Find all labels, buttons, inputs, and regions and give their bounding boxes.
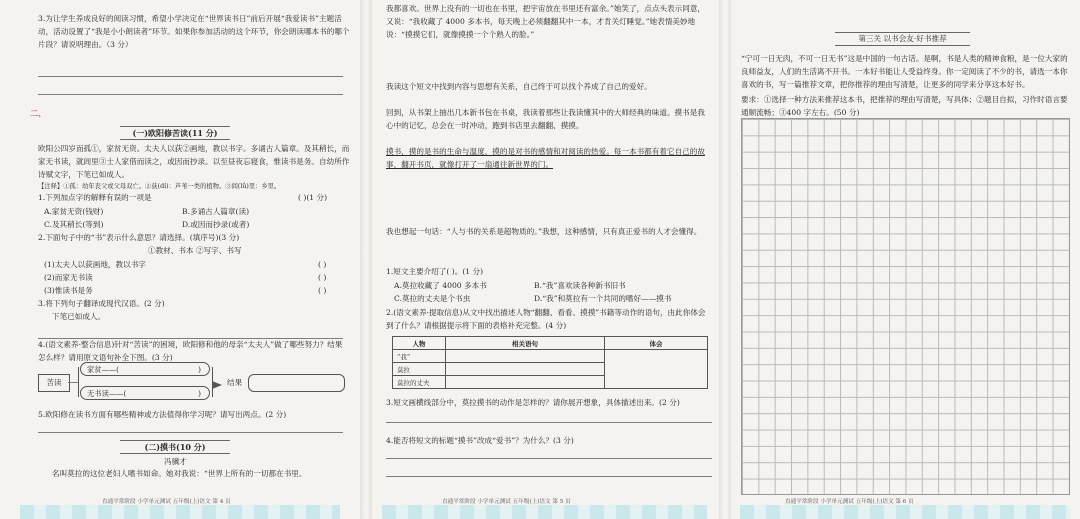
subsection-1-title: (一)欧阳修苦读(11 分) <box>120 126 230 140</box>
question-2: 2.下面句子中的“书”表示什么意思？请选择。(填序号)(3 分) <box>38 233 240 242</box>
diagram-result-label: 结果 <box>227 378 243 387</box>
annotation-notes: 【注释】①孤：幼年丧父或父母双亡。②荻(dí)：芦苇一类的植物。③闾(lǘ)里：乡里。 <box>38 183 281 190</box>
section-three-title: 第三关 以书会友·好书推荐 <box>835 32 970 46</box>
table-header-row <box>393 337 708 350</box>
question-1: 1.下列加点字的解释有误的一项是 <box>38 193 152 202</box>
answer-paren-q1[interactable]: ( )(1 分) <box>298 193 328 202</box>
answer-line[interactable] <box>386 458 712 459</box>
question-2: 2.(语文素养·提取信息)从文中找出描述人物“翻翻、看看、摸摸”书籍等动作的语句，由此你体会到了什么？请根据提示将下面的表格补充完整。(4 分) <box>386 308 706 330</box>
table-cell[interactable] <box>446 350 605 363</box>
page-4 <box>0 0 358 519</box>
answer-line[interactable] <box>38 94 343 95</box>
diagram-top-box[interactable] <box>80 362 210 376</box>
row-label: 莫拉 <box>393 363 446 376</box>
passage-paragraph-2: 我读这个短文中找到内容与思想有关系，自己终于可以找个养成了自己的爱好。 <box>386 82 652 91</box>
answer-line[interactable] <box>386 422 712 423</box>
table-cell[interactable] <box>446 376 605 389</box>
question-4: 4.能否将短文的标题“摸书”改成“爱书”？为什么？(3 分) <box>386 436 574 445</box>
option-c[interactable]: C.莫拉的丈夫是个书虫 <box>394 294 471 303</box>
passage-paragraph-3: 回到，从书架上抽出几本新书包在书桌，我读着那些让我读懂其中的大师经典的味道。摸书是我心中的记忆，总会在一时冲动，跑到书店里去翻翻、摸摸。 <box>386 108 705 130</box>
classical-passage: 欧阳公四岁而孤①，家贫无资。太夫人以荻②画地，教以书字。多诵古人篇章。及其稍长，而家无书读，就闾里③士人家借而读之，或因而抄录。以至昼夜忘寝食，惟读书是务。自幼所作诗赋文字，下笔已如成人。 <box>38 144 350 179</box>
answer-line[interactable] <box>38 76 343 77</box>
decorative-wave <box>382 505 707 519</box>
diagram-close-paren: ) <box>198 365 201 374</box>
composition-grid[interactable] <box>741 118 1070 495</box>
subsection-2-title: (二)摸书(10 分) <box>120 440 230 454</box>
diagram-connector <box>68 382 78 383</box>
passage-start: 名叫莫拉的这位老妇人嗜书如命。她对我说：“世界上所有的一切都在书里。 <box>52 469 307 478</box>
option-d[interactable]: D.或因而抄录(或者) <box>182 220 250 229</box>
passage-paragraph-4-underlined: 摸书，摸的是书的生命与温度，摸的是对书的感情和对阅读的热爱。每一本书都有着它自己的故事，翻开书页，就像打开了一扇通往新世界的门。 <box>386 147 705 169</box>
option-a[interactable]: A.家贫无资(钱财) <box>44 207 104 216</box>
diagram-arrow <box>212 381 222 389</box>
question-3-reading: 3.为让学生养成良好的阅读习惯，希望小学决定在“世界读书日”前后开展“我爱读书”主题活动，活动设置了“我是小小朗读者”环节。如果你参加活动的这个环节，你会朗读哪本书的哪个片段？请说明理由。（3 分） <box>38 14 350 49</box>
question-2-item-1: (1)太夫人以荻画地，教以书字 <box>44 260 146 269</box>
table-row <box>393 350 708 363</box>
decorative-wave <box>20 505 340 519</box>
answer-paren[interactable]: ( ) <box>318 286 327 295</box>
question-4: 4.(语文素养·整合信息)针对“苦读”的困境，欧阳修和他的母亲“太夫人”做了哪些努力？结果怎么样？请用原文语句补全下图。(3 分) <box>38 340 343 362</box>
question-3-translate: 3.将下列句子翻译成现代汉语。(2 分) <box>38 299 165 308</box>
row-label: 莫拉的丈夫 <box>393 376 446 389</box>
page-6 <box>730 0 1080 519</box>
question-2-options: ①教材、书本 ②写字、书写 <box>148 246 242 255</box>
sentence-to-translate: 下笔已如成人。 <box>52 312 106 321</box>
diagram-center-box: 苦读 <box>38 374 70 392</box>
spine-gutter <box>360 0 372 519</box>
page-5 <box>372 0 720 519</box>
diagram-bottom-box[interactable] <box>80 386 210 400</box>
diagram-bottom-label: 无书读——( <box>87 389 127 398</box>
passage-paragraph-1: 我都喜欢。世界上没有的一切也在书里，把宇宙放在书里还有富余。”她笑了，点点头表示同意，又说：“我收藏了 4000 多本书，每天晚上必须翻翻其中一本，才肯关灯睡觉。”她表情美妙地说：“摸摸它们，就像摸摸一个个熟人的脸。” <box>386 4 706 39</box>
page-footer: 直通平常阶段 小学单元测试 五年级(上)语文 第 6 页 <box>785 499 914 505</box>
question-2-item-3: (3)惟读书是务 <box>44 286 93 295</box>
question-1: 1.短文主要介绍了( )。(1 分) <box>386 267 484 276</box>
question-5: 5.欧阳修在读书方面有哪些精神或方法值得你学习呢？请写出两点。(2 分) <box>38 410 287 419</box>
decorative-wave <box>740 505 1070 519</box>
column-header-sentence: 相关语句 <box>446 337 605 350</box>
answer-line[interactable] <box>38 432 343 433</box>
answer-paren[interactable]: ( ) <box>318 260 327 269</box>
writing-prompt: “宁可一日无肉，不可一日无书”这是中国的一句古话。是啊，书是人类的精神食粮，是一位大家的良师益友，人们的生活离不开书。一本好书能让人受益终身。你一定阅读了不少的书，请选一本你喜欢的书，写一篇推荐文章，把你推荐的理由写清楚，让更多的同学来分享这本好书。 <box>741 54 1068 89</box>
option-a[interactable]: A.莫拉收藏了 4000 多本书 <box>394 281 487 290</box>
table-cell[interactable] <box>446 363 605 376</box>
diagram-result-box[interactable] <box>248 374 345 392</box>
answer-table <box>392 336 708 389</box>
row-label: “我” <box>393 350 446 363</box>
answer-line[interactable] <box>386 476 712 477</box>
question-2-item-2: (2)而家无书读 <box>44 273 93 282</box>
column-header-feeling: 体会 <box>605 337 708 350</box>
section-two-heading: 二、 <box>30 108 46 118</box>
diagram-top-label: 家贫——( <box>87 365 120 374</box>
option-d[interactable]: D.“我”和莫拉有一个共同的嗜好——摸书 <box>534 294 672 303</box>
answer-paren[interactable]: ( ) <box>318 273 327 282</box>
page-footer: 直通平常阶段 小学单元测试 五年级(上)语文 第 4 页 <box>102 499 231 505</box>
diagram-close-paren: ) <box>198 389 201 398</box>
author-name: 冯骥才 <box>164 457 187 466</box>
option-b[interactable]: B.“我”喜欢读各种新书旧书 <box>534 281 626 290</box>
column-header-person: 人物 <box>393 337 446 350</box>
writing-requirements: 要求：①选择一种方法来推荐这本书，把推荐的理由写清楚，写具体；②题目自拟，习作时语言要通顺流畅；③400 字左右。(50 分) <box>741 95 1068 117</box>
table-cell-feeling[interactable] <box>605 350 708 389</box>
page-footer: 直通平常阶段 小学单元测试 五年级(上)语文 第 5 页 <box>442 499 571 505</box>
diagram-bracket <box>78 367 79 397</box>
passage-paragraph-5: 我也想起一句话：“人与书的关系是超物质的。”我想，这种感情，只有真正爱书的人才会懂得。 <box>386 227 702 236</box>
option-b[interactable]: B.多诵古人篇章(读) <box>182 207 250 216</box>
question-3: 3.短文画横线部分中，莫拉摸书的动作是怎样的？请你展开想象，具体描述出来。(2 分) <box>386 398 680 407</box>
option-c[interactable]: C.及其稍长(等到) <box>44 220 104 229</box>
